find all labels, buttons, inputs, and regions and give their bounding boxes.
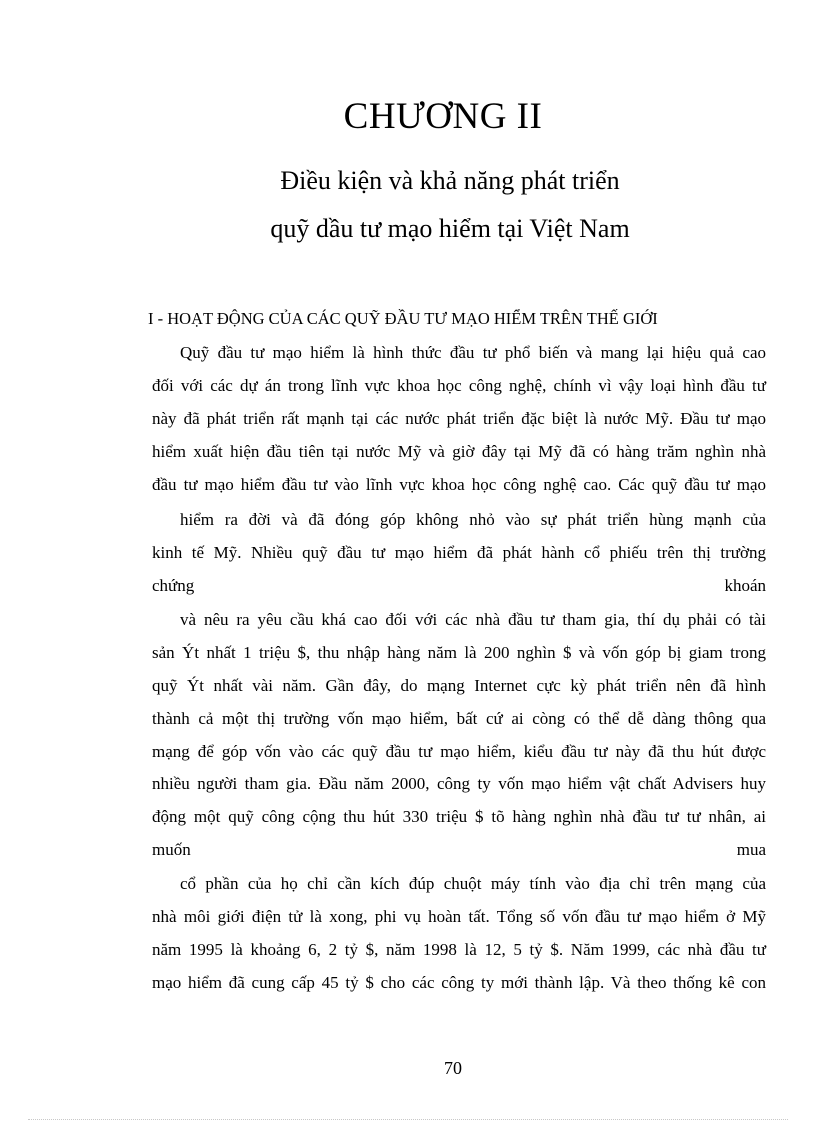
body-line: Quỹ đầu tư mạo hiểm là hình thức đầu tư phổ biến và mang lại hiệu quả cao — [180, 343, 766, 362]
chapter-subtitle-line-1: Điều kiện và khả năng phát triển — [280, 166, 620, 195]
body-word-right: mua — [736, 840, 766, 859]
body-word-left: muốn — [152, 840, 191, 859]
body-line: năm 1995 là khoảng 6, 2 tỷ $, năm 1998 là 12, 5 tỷ $. Năm 1999, các nhà đầu tư — [152, 940, 766, 959]
page-bottom-divider — [28, 1119, 788, 1120]
body-line: đầu tư mạo hiểm đầu tư vào lĩnh vực khoa học công nghệ cao. Các quỹ đầu tư mạo — [152, 475, 766, 494]
section-heading: I - HOẠT ĐỘNG CỦA CÁC QUỸ ĐẦU TƯ MẠO HIỂM TRÊN THẾ GIỚI — [148, 309, 658, 328]
body-line: thành cả một thị trường vốn mạo hiểm, bất cứ ai còng có thể dễ dàng thông qua — [152, 709, 766, 728]
body-line: quỹ Ýt nhất vài năm. Gần đây, do mạng Internet cực kỳ phát triển nên đã hình — [152, 676, 766, 695]
body-line: nhà môi giới điện tử là xong, phi vụ hoàn tất. Tổng số vốn đầu tư mạo hiểm ở Mỹ — [152, 907, 766, 926]
body-line-split — [152, 838, 766, 862]
body-line: đối với các dự án trong lĩnh vực khoa học công nghệ, chính vì vậy loại hình đầu tư — [152, 376, 766, 395]
body-line: mạng để góp vốn vào các quỹ đầu tư mạo hiểm, kiểu đầu tư này đã thu hút được — [152, 742, 766, 761]
body-line: này đã phát triển rất mạnh tại các nước phát triển đặc biệt là nước Mỹ. Đầu tư mạo — [152, 409, 766, 428]
chapter-title: CHƯƠNG II — [343, 96, 543, 137]
body-line-split — [152, 574, 766, 598]
body-word-left: chứng — [152, 576, 195, 595]
body-line: nhiều người tham gia. Đầu năm 2000, công ty vốn mạo hiểm vật chất Advisers huy — [152, 774, 766, 793]
chapter-subtitle-line-2: quỹ dầu tư mạo hiểm tại Việt Nam — [270, 214, 630, 243]
body-line: cổ phần của họ chỉ cần kích đúp chuột máy tính vào địa chỉ trên mạng của — [180, 874, 766, 893]
body-line: mạo hiểm đã cung cấp 45 tỷ $ cho các công ty mới thành lập. Và theo thống kê con — [152, 973, 766, 992]
body-line: kinh tế Mỹ. Nhiều quỹ đầu tư mạo hiểm đã phát hành cổ phiếu trên thị trường — [152, 543, 766, 562]
page-number: 70 — [444, 1058, 462, 1078]
body-line: động một quỹ công cộng thu hút 330 triệu $ tõ hàng nghìn nhà đầu tư tư nhân, ai — [152, 807, 766, 826]
body-line: hiểm ra đời và đã đóng góp không nhỏ vào sự phát triển hùng mạnh của — [180, 510, 766, 529]
body-line: sản Ýt nhất 1 triệu $, thu nhập hàng năm là 200 nghìn $ và vốn góp bị giam trong — [152, 643, 766, 662]
body-line: hiểm xuất hiện đầu tiên tại nước Mỹ và giờ đây tại Mỹ đã có hàng trăm nghìn nhà — [152, 442, 766, 461]
body-word-right: khoán — [724, 576, 766, 595]
body-line: và nêu ra yêu cầu khá cao đối với các nhà đầu tư tham gia, thí dụ phải có tài — [180, 610, 766, 629]
